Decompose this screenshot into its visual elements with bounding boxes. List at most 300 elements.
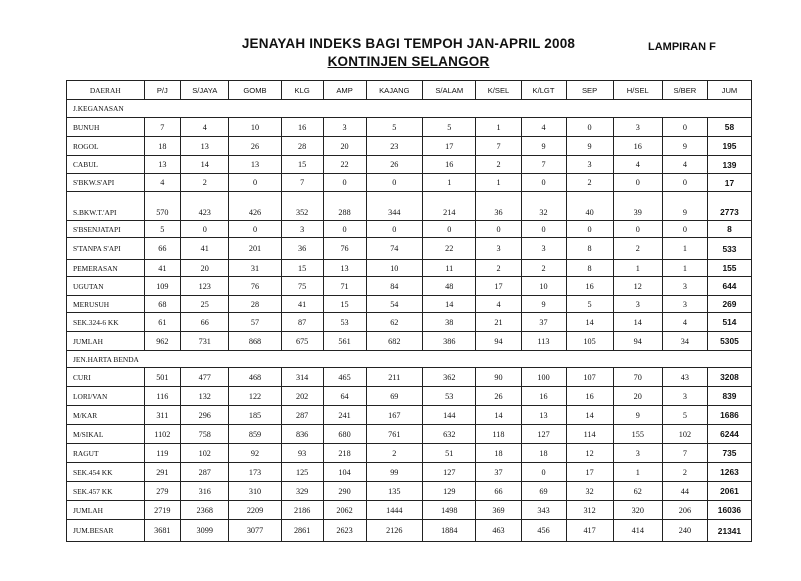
table-cell: 4	[521, 118, 566, 137]
table-cell: 37	[521, 313, 566, 332]
table-cell: 731	[181, 332, 229, 351]
table-cell: 1102	[144, 425, 181, 444]
table-cell: 61	[144, 313, 181, 332]
row-label: M/KAR	[67, 406, 145, 425]
table-cell: 119	[144, 444, 181, 463]
table-cell: 7	[521, 156, 566, 174]
row-label: CABUL	[67, 156, 145, 174]
table-cell: 7	[476, 137, 521, 156]
table-cell: 16	[566, 277, 613, 296]
table-cell: 0	[521, 463, 566, 482]
table-cell: 10	[521, 277, 566, 296]
table-cell: 0	[521, 221, 566, 238]
table-cell: 100	[521, 368, 566, 387]
row-label: SEK.324-6 KK	[67, 313, 145, 332]
table-cell: 310	[229, 482, 281, 501]
table-cell: 9	[521, 137, 566, 156]
table-row	[67, 137, 752, 156]
row-total-cell: 533	[707, 238, 751, 260]
table-cell: 20	[323, 137, 366, 156]
table-row	[67, 192, 752, 221]
table-cell: 5	[366, 118, 423, 137]
table-cell: 14	[566, 406, 613, 425]
row-total-cell: 17	[707, 174, 751, 192]
table-cell: 962	[144, 332, 181, 351]
table-cell: 16	[521, 387, 566, 406]
table-cell: 16	[613, 137, 662, 156]
table-cell: 4	[181, 118, 229, 137]
table-cell: 3	[476, 238, 521, 260]
table-cell: 311	[144, 406, 181, 425]
table-cell: 28	[229, 296, 281, 313]
table-cell: 423	[181, 192, 229, 221]
table-cell: 2126	[366, 520, 423, 542]
table-cell: 22	[423, 238, 476, 260]
table-cell: 41	[144, 260, 181, 277]
row-total-cell: 1686	[707, 406, 751, 425]
table-cell: 32	[566, 482, 613, 501]
table-cell: 369	[476, 501, 521, 520]
table-cell: 5	[566, 296, 613, 313]
table-cell: 76	[323, 238, 366, 260]
table-cell: 26	[229, 137, 281, 156]
table-cell: 2861	[281, 520, 323, 542]
row-total-cell: 3208	[707, 368, 751, 387]
table-cell: 5	[144, 221, 181, 238]
table-cell: 12	[613, 277, 662, 296]
table-cell: 344	[366, 192, 423, 221]
table-cell: 43	[662, 368, 707, 387]
table-cell: 2062	[323, 501, 366, 520]
table-cell: 14	[566, 313, 613, 332]
table-cell: 320	[613, 501, 662, 520]
table-cell: 4	[662, 313, 707, 332]
table-cell: 18	[476, 444, 521, 463]
table-row	[67, 444, 752, 463]
table-cell: 74	[366, 238, 423, 260]
table-cell: 0	[323, 174, 366, 192]
table-cell: 14	[613, 313, 662, 332]
table-cell: 561	[323, 332, 366, 351]
table-cell: 90	[476, 368, 521, 387]
table-cell: 758	[181, 425, 229, 444]
table-cell: 632	[423, 425, 476, 444]
table-cell: 426	[229, 192, 281, 221]
table-cell: 93	[281, 444, 323, 463]
table-cell: 3	[566, 156, 613, 174]
table-row	[67, 238, 752, 260]
table-cell: 0	[566, 118, 613, 137]
table-cell: 4	[144, 174, 181, 192]
table-cell: 105	[566, 332, 613, 351]
table-cell: 312	[566, 501, 613, 520]
row-label: S'BSENJATAPI	[67, 221, 145, 238]
row-total-cell: 58	[707, 118, 751, 137]
table-cell: 13	[181, 137, 229, 156]
table-cell: 12	[566, 444, 613, 463]
table-cell: 62	[366, 313, 423, 332]
table-cell: 3	[662, 277, 707, 296]
row-label: LORI/VAN	[67, 387, 145, 406]
table-cell: 40	[566, 192, 613, 221]
table-cell: 51	[423, 444, 476, 463]
table-cell: 44	[662, 482, 707, 501]
table-cell: 0	[229, 174, 281, 192]
column-header: GOMB	[229, 81, 281, 100]
table-cell: 127	[423, 463, 476, 482]
table-cell: 0	[613, 221, 662, 238]
row-label: S'TANPA S'API	[67, 238, 145, 260]
row-label: JUMLAH	[67, 332, 145, 351]
section-label: J.KEGANASAN	[67, 100, 752, 118]
table-cell: 135	[366, 482, 423, 501]
table-cell: 868	[229, 332, 281, 351]
table-cell: 16	[281, 118, 323, 137]
table-cell: 7	[144, 118, 181, 137]
row-total-cell: 21341	[707, 520, 751, 542]
table-row	[67, 332, 752, 351]
table-cell: 2368	[181, 501, 229, 520]
table-cell: 87	[281, 313, 323, 332]
table-cell: 113	[521, 332, 566, 351]
table-cell: 1498	[423, 501, 476, 520]
table-cell: 14	[423, 296, 476, 313]
table-row	[67, 425, 752, 444]
table-cell: 465	[323, 368, 366, 387]
table-cell: 102	[662, 425, 707, 444]
table-cell: 116	[144, 387, 181, 406]
table-cell: 17	[566, 463, 613, 482]
table-cell: 201	[229, 238, 281, 260]
row-label: SEK.454 KK	[67, 463, 145, 482]
table-cell: 14	[181, 156, 229, 174]
table-cell: 7	[662, 444, 707, 463]
table-cell: 202	[281, 387, 323, 406]
table-cell: 1	[476, 174, 521, 192]
table-cell: 10	[229, 118, 281, 137]
row-label: S'BKW.S'API	[67, 174, 145, 192]
table-cell: 17	[476, 277, 521, 296]
row-label: JUM.BESAR	[67, 520, 145, 542]
table-cell: 9	[521, 296, 566, 313]
row-label: BUNUH	[67, 118, 145, 137]
table-cell: 8	[566, 260, 613, 277]
column-header: S/JAYA	[181, 81, 229, 100]
row-label: MERUSUH	[67, 296, 145, 313]
table-cell: 109	[144, 277, 181, 296]
table-cell: 463	[476, 520, 521, 542]
table-cell: 114	[566, 425, 613, 444]
section-row	[67, 100, 752, 118]
table-header-row	[67, 81, 752, 100]
row-label: CURI	[67, 368, 145, 387]
table-cell: 62	[613, 482, 662, 501]
row-total-cell: 514	[707, 313, 751, 332]
table-cell: 48	[423, 277, 476, 296]
column-header: S/BER	[662, 81, 707, 100]
table-cell: 94	[613, 332, 662, 351]
table-cell: 859	[229, 425, 281, 444]
table-cell: 352	[281, 192, 323, 221]
table-cell: 761	[366, 425, 423, 444]
table-cell: 0	[423, 221, 476, 238]
section-label: JEN.HARTA BENDA	[67, 351, 752, 368]
table-cell: 8	[566, 238, 613, 260]
table-cell: 13	[323, 260, 366, 277]
table-cell: 76	[229, 277, 281, 296]
table-cell: 23	[366, 137, 423, 156]
table-cell: 501	[144, 368, 181, 387]
table-cell: 20	[181, 260, 229, 277]
table-row	[67, 296, 752, 313]
table-cell: 13	[521, 406, 566, 425]
table-cell: 129	[423, 482, 476, 501]
row-label: SEK.457 KK	[67, 482, 145, 501]
table-cell: 4	[476, 296, 521, 313]
table-cell: 54	[366, 296, 423, 313]
table-cell: 18	[144, 137, 181, 156]
table-row	[67, 118, 752, 137]
table-cell: 3	[521, 238, 566, 260]
row-label: RAGUT	[67, 444, 145, 463]
table-cell: 0	[323, 221, 366, 238]
table-cell: 0	[476, 221, 521, 238]
table-cell: 288	[323, 192, 366, 221]
table-cell: 64	[323, 387, 366, 406]
table-cell: 0	[566, 221, 613, 238]
table-cell: 39	[613, 192, 662, 221]
table-cell: 38	[423, 313, 476, 332]
table-cell: 185	[229, 406, 281, 425]
table-cell: 456	[521, 520, 566, 542]
table-cell: 84	[366, 277, 423, 296]
table-cell: 25	[181, 296, 229, 313]
table-cell: 69	[521, 482, 566, 501]
table-cell: 34	[662, 332, 707, 351]
table-cell: 53	[323, 313, 366, 332]
table-cell: 167	[366, 406, 423, 425]
table-cell: 15	[281, 260, 323, 277]
table-cell: 125	[281, 463, 323, 482]
table-cell: 2	[521, 260, 566, 277]
table-cell: 3	[613, 118, 662, 137]
table-cell: 26	[366, 156, 423, 174]
table-cell: 241	[323, 406, 366, 425]
table-cell: 18	[521, 444, 566, 463]
table-cell: 14	[476, 406, 521, 425]
table-cell: 417	[566, 520, 613, 542]
table-cell: 3099	[181, 520, 229, 542]
row-label: M/SIKAL	[67, 425, 145, 444]
table-cell: 214	[423, 192, 476, 221]
table-cell: 155	[613, 425, 662, 444]
table-cell: 66	[144, 238, 181, 260]
table-cell: 218	[323, 444, 366, 463]
row-total-cell: 1263	[707, 463, 751, 482]
table-cell: 1	[423, 174, 476, 192]
table-cell: 0	[229, 221, 281, 238]
table-cell: 680	[323, 425, 366, 444]
table-cell: 240	[662, 520, 707, 542]
table-cell: 5	[662, 406, 707, 425]
table-cell: 9	[566, 137, 613, 156]
table-cell: 836	[281, 425, 323, 444]
table-row	[67, 482, 752, 501]
row-total-cell: 139	[707, 156, 751, 174]
table-cell: 17	[423, 137, 476, 156]
table-cell: 68	[144, 296, 181, 313]
table-cell: 682	[366, 332, 423, 351]
table-cell: 2	[476, 260, 521, 277]
row-total-cell: 155	[707, 260, 751, 277]
table-cell: 9	[662, 192, 707, 221]
table-cell: 102	[181, 444, 229, 463]
table-row	[67, 156, 752, 174]
table-cell: 107	[566, 368, 613, 387]
table-cell: 362	[423, 368, 476, 387]
table-cell: 118	[476, 425, 521, 444]
table-cell: 206	[662, 501, 707, 520]
table-cell: 2	[181, 174, 229, 192]
table-cell: 4	[662, 156, 707, 174]
table-row	[67, 313, 752, 332]
row-total-cell: 644	[707, 277, 751, 296]
column-header: AMP	[323, 81, 366, 100]
column-header: H/SEL	[613, 81, 662, 100]
table-cell: 66	[181, 313, 229, 332]
table-cell: 13	[144, 156, 181, 174]
table-cell: 1	[476, 118, 521, 137]
row-total-cell: 735	[707, 444, 751, 463]
table-cell: 5	[423, 118, 476, 137]
table-cell: 37	[476, 463, 521, 482]
row-label: PEMERASAN	[67, 260, 145, 277]
row-label: JUMLAH	[67, 501, 145, 520]
table-cell: 21	[476, 313, 521, 332]
table-cell: 0	[181, 221, 229, 238]
table-cell: 3	[613, 444, 662, 463]
table-cell: 1	[613, 463, 662, 482]
table-cell: 3681	[144, 520, 181, 542]
table-row	[67, 260, 752, 277]
column-header: S/ALAM	[423, 81, 476, 100]
table-cell: 28	[281, 137, 323, 156]
table-row	[67, 387, 752, 406]
table-cell: 316	[181, 482, 229, 501]
table-cell: 2	[566, 174, 613, 192]
table-cell: 1444	[366, 501, 423, 520]
table-cell: 4	[613, 156, 662, 174]
table-cell: 104	[323, 463, 366, 482]
column-header: SEP	[566, 81, 613, 100]
table-cell: 41	[181, 238, 229, 260]
table-row	[67, 221, 752, 238]
table-cell: 15	[323, 296, 366, 313]
table-cell: 99	[366, 463, 423, 482]
table-cell: 296	[181, 406, 229, 425]
row-total-cell: 16036	[707, 501, 751, 520]
table-cell: 16	[423, 156, 476, 174]
table-cell: 41	[281, 296, 323, 313]
table-cell: 329	[281, 482, 323, 501]
table-cell: 287	[281, 406, 323, 425]
table-cell: 94	[476, 332, 521, 351]
table-cell: 1884	[423, 520, 476, 542]
section-row	[67, 351, 752, 368]
table-row	[67, 501, 752, 520]
table-cell: 53	[423, 387, 476, 406]
table-cell: 31	[229, 260, 281, 277]
table-cell: 675	[281, 332, 323, 351]
table-cell: 414	[613, 520, 662, 542]
crime-index-table	[66, 80, 752, 542]
table-cell: 132	[181, 387, 229, 406]
table-cell: 1	[613, 260, 662, 277]
table-cell: 10	[366, 260, 423, 277]
table-cell: 287	[181, 463, 229, 482]
table-cell: 2186	[281, 501, 323, 520]
table-cell: 343	[521, 501, 566, 520]
column-header: KLG	[281, 81, 323, 100]
table-cell: 9	[613, 406, 662, 425]
row-total-cell: 6244	[707, 425, 751, 444]
table-cell: 0	[366, 221, 423, 238]
table-cell: 386	[423, 332, 476, 351]
row-total-cell: 2061	[707, 482, 751, 501]
row-total-cell: 269	[707, 296, 751, 313]
appendix-label: LAMPIRAN F	[648, 41, 716, 53]
table-cell: 0	[662, 174, 707, 192]
table-cell: 2	[366, 444, 423, 463]
table-cell: 36	[476, 192, 521, 221]
table-cell: 2	[662, 463, 707, 482]
row-total-cell: 5305	[707, 332, 751, 351]
table-cell: 127	[521, 425, 566, 444]
row-label: ROGOL	[67, 137, 145, 156]
table-cell: 570	[144, 192, 181, 221]
table-cell: 1	[662, 260, 707, 277]
column-header: KAJANG	[366, 81, 423, 100]
table-cell: 0	[521, 174, 566, 192]
table-cell: 290	[323, 482, 366, 501]
row-label: S.BKW.T.'API	[67, 192, 145, 221]
row-total-cell: 195	[707, 137, 751, 156]
table-cell: 92	[229, 444, 281, 463]
table-cell: 26	[476, 387, 521, 406]
column-header: DAERAH	[67, 81, 145, 100]
table-cell: 477	[181, 368, 229, 387]
column-header: P/J	[144, 81, 181, 100]
table-cell: 9	[662, 137, 707, 156]
table-cell: 0	[613, 174, 662, 192]
table-cell: 211	[366, 368, 423, 387]
table-cell: 20	[613, 387, 662, 406]
table-cell: 468	[229, 368, 281, 387]
table-cell: 2	[476, 156, 521, 174]
table-cell: 11	[423, 260, 476, 277]
table-cell: 0	[662, 118, 707, 137]
table-cell: 3	[613, 296, 662, 313]
table-cell: 15	[281, 156, 323, 174]
table-cell: 71	[323, 277, 366, 296]
row-total-cell: 2773	[707, 192, 751, 221]
table-cell: 3	[281, 221, 323, 238]
table-cell: 0	[366, 174, 423, 192]
table-cell: 173	[229, 463, 281, 482]
table-cell: 36	[281, 238, 323, 260]
table-cell: 7	[281, 174, 323, 192]
table-row	[67, 174, 752, 192]
